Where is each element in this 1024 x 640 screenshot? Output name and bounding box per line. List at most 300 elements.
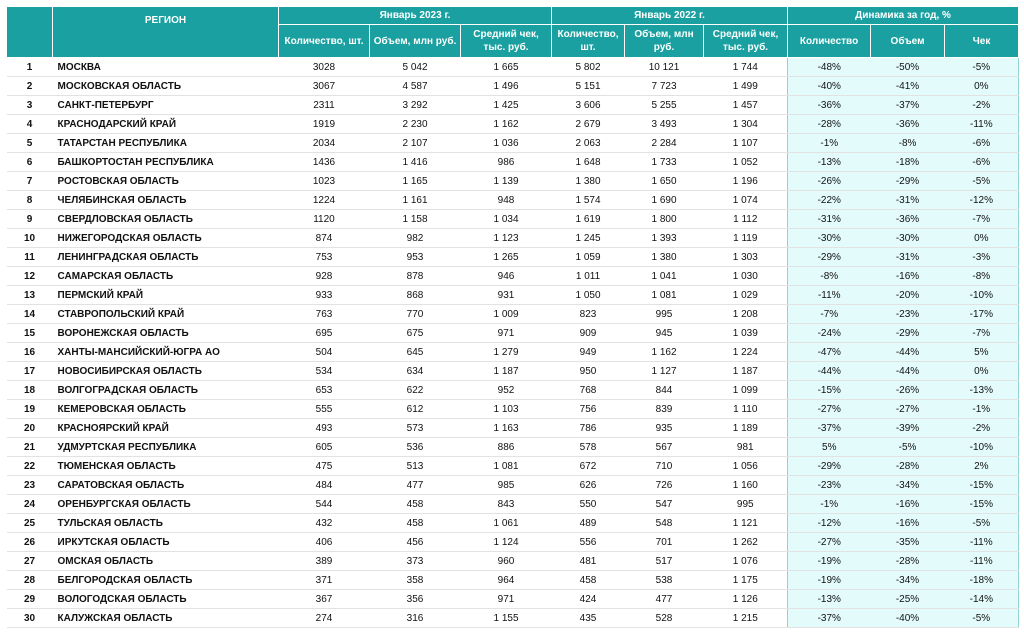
row-check-2023: 1 162 <box>461 115 552 134</box>
row-region: БАШКОРТОСТАН РЕСПУБЛИКА <box>53 153 279 172</box>
row-dyn-check: -11% <box>945 533 1019 552</box>
row-volume-2023: 645 <box>370 343 461 362</box>
header-dyn-qty: Количество <box>788 25 871 58</box>
row-check-2022: 1 187 <box>704 362 788 381</box>
row-check-2023: 1 061 <box>461 514 552 533</box>
row-check-2023: 971 <box>461 590 552 609</box>
row-qty-2023: 695 <box>279 324 370 343</box>
row-number: 12 <box>7 267 53 286</box>
row-volume-2023: 513 <box>370 457 461 476</box>
row-check-2022: 1 175 <box>704 571 788 590</box>
row-dyn-volume: -16% <box>871 495 945 514</box>
row-dyn-qty: -27% <box>788 400 871 419</box>
row-volume-2023: 373 <box>370 552 461 571</box>
row-dyn-qty: -12% <box>788 514 871 533</box>
row-dyn-volume: -44% <box>871 362 945 381</box>
row-dyn-qty: -48% <box>788 58 871 77</box>
table-row <box>7 609 1019 628</box>
row-qty-2022: 626 <box>552 476 625 495</box>
row-qty-2022: 458 <box>552 571 625 590</box>
row-qty-2023: 1120 <box>279 210 370 229</box>
row-check-2022: 1 126 <box>704 590 788 609</box>
row-number: 19 <box>7 400 53 419</box>
table-row <box>7 438 1019 457</box>
row-check-2022: 1 499 <box>704 77 788 96</box>
row-qty-2022: 2 063 <box>552 134 625 153</box>
row-qty-2022: 1 050 <box>552 286 625 305</box>
row-number: 8 <box>7 191 53 210</box>
row-volume-2023: 2 230 <box>370 115 461 134</box>
row-volume-2022: 1 380 <box>625 248 704 267</box>
row-check-2023: 971 <box>461 324 552 343</box>
header-dyn-volume: Объем <box>871 25 945 58</box>
row-volume-2023: 3 292 <box>370 96 461 115</box>
row-number: 10 <box>7 229 53 248</box>
row-volume-2022: 839 <box>625 400 704 419</box>
row-dyn-check: -10% <box>945 286 1019 305</box>
row-check-2023: 1 155 <box>461 609 552 628</box>
table-row <box>7 229 1019 248</box>
row-check-2022: 1 262 <box>704 533 788 552</box>
row-dyn-qty: -19% <box>788 552 871 571</box>
row-check-2022: 1 457 <box>704 96 788 115</box>
row-dyn-qty: -7% <box>788 305 871 324</box>
row-number: 6 <box>7 153 53 172</box>
row-check-2023: 1 123 <box>461 229 552 248</box>
row-number: 23 <box>7 476 53 495</box>
row-volume-2023: 982 <box>370 229 461 248</box>
row-region: КАЛУЖСКАЯ ОБЛАСТЬ <box>53 609 279 628</box>
row-check-2023: 1 279 <box>461 343 552 362</box>
header-group-dynamics: Динамика за год, % <box>788 7 1019 25</box>
row-volume-2023: 456 <box>370 533 461 552</box>
row-check-2023: 1 124 <box>461 533 552 552</box>
row-qty-2022: 949 <box>552 343 625 362</box>
row-volume-2022: 844 <box>625 381 704 400</box>
header-group-2023: Январь 2023 г. <box>279 7 552 25</box>
row-qty-2022: 3 606 <box>552 96 625 115</box>
row-number: 20 <box>7 419 53 438</box>
row-region: РОСТОВСКАЯ ОБЛАСТЬ <box>53 172 279 191</box>
row-dyn-volume: -41% <box>871 77 945 96</box>
row-qty-2023: 406 <box>279 533 370 552</box>
row-dyn-qty: -22% <box>788 191 871 210</box>
table-row <box>7 590 1019 609</box>
row-qty-2023: 493 <box>279 419 370 438</box>
row-check-2023: 1 187 <box>461 362 552 381</box>
row-dyn-check: 5% <box>945 343 1019 362</box>
table-row <box>7 305 1019 324</box>
row-qty-2023: 2034 <box>279 134 370 153</box>
row-check-2023: 985 <box>461 476 552 495</box>
table-row <box>7 419 1019 438</box>
row-qty-2022: 768 <box>552 381 625 400</box>
row-region: СВЕРДЛОВСКАЯ ОБЛАСТЬ <box>53 210 279 229</box>
table-row <box>7 476 1019 495</box>
row-volume-2022: 1 081 <box>625 286 704 305</box>
row-volume-2023: 573 <box>370 419 461 438</box>
row-number: 16 <box>7 343 53 362</box>
row-qty-2023: 3028 <box>279 58 370 77</box>
row-qty-2023: 605 <box>279 438 370 457</box>
row-check-2022: 1 160 <box>704 476 788 495</box>
row-dyn-qty: -24% <box>788 324 871 343</box>
row-region: САРАТОВСКАЯ ОБЛАСТЬ <box>53 476 279 495</box>
row-check-2022: 1 304 <box>704 115 788 134</box>
row-check-2023: 843 <box>461 495 552 514</box>
row-region: ВОЛГОГРАДСКАЯ ОБЛАСТЬ <box>53 381 279 400</box>
row-number: 9 <box>7 210 53 229</box>
header-dyn-check: Чек <box>945 25 1019 58</box>
row-number: 4 <box>7 115 53 134</box>
row-volume-2023: 477 <box>370 476 461 495</box>
row-region: ЧЕЛЯБИНСКАЯ ОБЛАСТЬ <box>53 191 279 210</box>
row-volume-2023: 458 <box>370 495 461 514</box>
row-check-2023: 946 <box>461 267 552 286</box>
row-region: САМАРСКАЯ ОБЛАСТЬ <box>53 267 279 286</box>
row-volume-2023: 612 <box>370 400 461 419</box>
row-volume-2023: 1 158 <box>370 210 461 229</box>
row-qty-2023: 874 <box>279 229 370 248</box>
row-check-2022: 1 119 <box>704 229 788 248</box>
row-volume-2023: 634 <box>370 362 461 381</box>
row-check-2022: 1 744 <box>704 58 788 77</box>
table-row <box>7 77 1019 96</box>
row-qty-2022: 1 011 <box>552 267 625 286</box>
row-number: 11 <box>7 248 53 267</box>
row-qty-2022: 550 <box>552 495 625 514</box>
table-row <box>7 381 1019 400</box>
row-dyn-volume: -18% <box>871 153 945 172</box>
row-dyn-qty: -29% <box>788 248 871 267</box>
row-volume-2023: 358 <box>370 571 461 590</box>
row-volume-2023: 675 <box>370 324 461 343</box>
row-check-2022: 1 189 <box>704 419 788 438</box>
row-dyn-check: -17% <box>945 305 1019 324</box>
row-dyn-check: 0% <box>945 362 1019 381</box>
header-group-2022: Январь 2022 г. <box>552 7 788 25</box>
row-dyn-volume: -40% <box>871 609 945 628</box>
row-volume-2022: 945 <box>625 324 704 343</box>
row-volume-2022: 5 255 <box>625 96 704 115</box>
row-dyn-volume: -26% <box>871 381 945 400</box>
row-dyn-qty: 5% <box>788 438 871 457</box>
row-check-2022: 1 208 <box>704 305 788 324</box>
row-dyn-volume: -31% <box>871 248 945 267</box>
row-region: МОСКОВСКАЯ ОБЛАСТЬ <box>53 77 279 96</box>
row-region: МОСКВА <box>53 58 279 77</box>
row-qty-2023: 653 <box>279 381 370 400</box>
row-check-2022: 1 215 <box>704 609 788 628</box>
row-volume-2022: 517 <box>625 552 704 571</box>
header-region: РЕГИОН <box>53 7 279 58</box>
row-qty-2022: 5 151 <box>552 77 625 96</box>
row-check-2023: 1 425 <box>461 96 552 115</box>
row-volume-2023: 4 587 <box>370 77 461 96</box>
row-check-2022: 1 074 <box>704 191 788 210</box>
row-qty-2022: 578 <box>552 438 625 457</box>
row-dyn-check: -12% <box>945 191 1019 210</box>
header-check-2022: Средний чек, тыс. руб. <box>704 25 788 58</box>
row-check-2023: 1 081 <box>461 457 552 476</box>
row-region: НИЖЕГОРОДСКАЯ ОБЛАСТЬ <box>53 229 279 248</box>
row-check-2022: 1 196 <box>704 172 788 191</box>
header-qty-2023: Количество, шт. <box>279 25 370 58</box>
row-check-2023: 964 <box>461 571 552 590</box>
table-row <box>7 248 1019 267</box>
row-region: КРАСНОЯРСКИЙ КРАЙ <box>53 419 279 438</box>
header-volume-2022: Объем, млн руб. <box>625 25 704 58</box>
row-volume-2022: 701 <box>625 533 704 552</box>
table-row <box>7 210 1019 229</box>
row-region: БЕЛГОРОДСКАЯ ОБЛАСТЬ <box>53 571 279 590</box>
row-qty-2022: 909 <box>552 324 625 343</box>
row-qty-2023: 933 <box>279 286 370 305</box>
row-dyn-check: -15% <box>945 476 1019 495</box>
table-row <box>7 267 1019 286</box>
row-dyn-qty: -37% <box>788 609 871 628</box>
row-qty-2023: 928 <box>279 267 370 286</box>
row-qty-2022: 556 <box>552 533 625 552</box>
row-qty-2022: 435 <box>552 609 625 628</box>
row-dyn-check: -14% <box>945 590 1019 609</box>
row-volume-2022: 477 <box>625 590 704 609</box>
row-dyn-volume: -30% <box>871 229 945 248</box>
row-volume-2022: 1 162 <box>625 343 704 362</box>
row-number: 26 <box>7 533 53 552</box>
table-row <box>7 191 1019 210</box>
header-check-2023: Средний чек, тыс. руб. <box>461 25 552 58</box>
row-dyn-volume: -44% <box>871 343 945 362</box>
row-dyn-volume: -31% <box>871 191 945 210</box>
row-dyn-qty: -44% <box>788 362 871 381</box>
row-dyn-qty: -11% <box>788 286 871 305</box>
row-qty-2022: 5 802 <box>552 58 625 77</box>
row-volume-2022: 1 650 <box>625 172 704 191</box>
row-volume-2023: 2 107 <box>370 134 461 153</box>
row-number: 24 <box>7 495 53 514</box>
row-check-2022: 1 303 <box>704 248 788 267</box>
row-number: 25 <box>7 514 53 533</box>
table-row <box>7 495 1019 514</box>
row-volume-2022: 935 <box>625 419 704 438</box>
row-qty-2022: 1 619 <box>552 210 625 229</box>
row-check-2022: 1 056 <box>704 457 788 476</box>
row-volume-2023: 536 <box>370 438 461 457</box>
row-qty-2023: 432 <box>279 514 370 533</box>
row-check-2023: 1 163 <box>461 419 552 438</box>
header-volume-2023: Объем, млн руб. <box>370 25 461 58</box>
row-dyn-volume: -16% <box>871 267 945 286</box>
row-dyn-check: -3% <box>945 248 1019 267</box>
row-dyn-qty: -26% <box>788 172 871 191</box>
row-region: САНКТ-ПЕТЕРБУРГ <box>53 96 279 115</box>
row-volume-2022: 10 121 <box>625 58 704 77</box>
row-dyn-check: -8% <box>945 267 1019 286</box>
row-qty-2022: 1 059 <box>552 248 625 267</box>
table-row <box>7 343 1019 362</box>
row-dyn-check: -5% <box>945 514 1019 533</box>
row-dyn-volume: -28% <box>871 457 945 476</box>
row-check-2022: 1 121 <box>704 514 788 533</box>
row-qty-2023: 3067 <box>279 77 370 96</box>
row-volume-2022: 1 733 <box>625 153 704 172</box>
row-region: ОМСКАЯ ОБЛАСТЬ <box>53 552 279 571</box>
row-dyn-check: 0% <box>945 77 1019 96</box>
row-volume-2022: 548 <box>625 514 704 533</box>
row-volume-2022: 7 723 <box>625 77 704 96</box>
row-dyn-volume: -8% <box>871 134 945 153</box>
row-number: 2 <box>7 77 53 96</box>
row-dyn-qty: -23% <box>788 476 871 495</box>
row-check-2023: 1 034 <box>461 210 552 229</box>
row-volume-2022: 2 284 <box>625 134 704 153</box>
row-region: ХАНТЫ-МАНСИЙСКИЙ-ЮГРА АО <box>53 343 279 362</box>
row-number: 29 <box>7 590 53 609</box>
row-qty-2023: 1224 <box>279 191 370 210</box>
row-volume-2023: 622 <box>370 381 461 400</box>
row-qty-2022: 1 380 <box>552 172 625 191</box>
row-check-2022: 1 099 <box>704 381 788 400</box>
row-volume-2022: 3 493 <box>625 115 704 134</box>
row-dyn-check: -7% <box>945 210 1019 229</box>
table-row <box>7 533 1019 552</box>
row-qty-2022: 2 679 <box>552 115 625 134</box>
row-dyn-check: -6% <box>945 134 1019 153</box>
table-row <box>7 172 1019 191</box>
table-row <box>7 134 1019 153</box>
row-volume-2023: 1 165 <box>370 172 461 191</box>
row-qty-2023: 544 <box>279 495 370 514</box>
header-number <box>7 7 53 58</box>
row-dyn-volume: -20% <box>871 286 945 305</box>
row-dyn-check: -10% <box>945 438 1019 457</box>
row-qty-2023: 555 <box>279 400 370 419</box>
row-region: ТАТАРСТАН РЕСПУБЛИКА <box>53 134 279 153</box>
row-dyn-qty: -31% <box>788 210 871 229</box>
row-qty-2023: 371 <box>279 571 370 590</box>
row-volume-2022: 528 <box>625 609 704 628</box>
row-qty-2022: 1 574 <box>552 191 625 210</box>
row-dyn-qty: -13% <box>788 153 871 172</box>
row-dyn-volume: -34% <box>871 476 945 495</box>
row-volume-2023: 878 <box>370 267 461 286</box>
row-volume-2023: 1 161 <box>370 191 461 210</box>
row-dyn-volume: -25% <box>871 590 945 609</box>
table-body <box>7 58 1019 628</box>
row-volume-2023: 458 <box>370 514 461 533</box>
row-check-2023: 1 139 <box>461 172 552 191</box>
row-region: ОРЕНБУРГСКАЯ ОБЛАСТЬ <box>53 495 279 514</box>
row-region: ТЮМЕНСКАЯ ОБЛАСТЬ <box>53 457 279 476</box>
row-number: 21 <box>7 438 53 457</box>
row-dyn-volume: -50% <box>871 58 945 77</box>
row-dyn-qty: -19% <box>788 571 871 590</box>
row-volume-2023: 953 <box>370 248 461 267</box>
row-dyn-check: -11% <box>945 552 1019 571</box>
table-row <box>7 153 1019 172</box>
row-check-2022: 1 112 <box>704 210 788 229</box>
row-dyn-volume: -37% <box>871 96 945 115</box>
row-qty-2022: 950 <box>552 362 625 381</box>
row-qty-2022: 756 <box>552 400 625 419</box>
row-qty-2023: 534 <box>279 362 370 381</box>
table-row <box>7 571 1019 590</box>
row-check-2023: 1 665 <box>461 58 552 77</box>
row-dyn-check: -6% <box>945 153 1019 172</box>
row-volume-2023: 1 416 <box>370 153 461 172</box>
row-dyn-volume: -16% <box>871 514 945 533</box>
row-dyn-volume: -39% <box>871 419 945 438</box>
row-qty-2022: 1 648 <box>552 153 625 172</box>
row-volume-2022: 1 127 <box>625 362 704 381</box>
row-dyn-qty: -8% <box>788 267 871 286</box>
row-dyn-qty: -36% <box>788 96 871 115</box>
row-qty-2023: 1919 <box>279 115 370 134</box>
row-check-2022: 1 107 <box>704 134 788 153</box>
row-number: 17 <box>7 362 53 381</box>
row-number: 30 <box>7 609 53 628</box>
row-volume-2022: 1 690 <box>625 191 704 210</box>
row-volume-2022: 710 <box>625 457 704 476</box>
row-dyn-check: -1% <box>945 400 1019 419</box>
row-volume-2022: 547 <box>625 495 704 514</box>
row-region: СТАВРОПОЛЬСКИЙ КРАЙ <box>53 305 279 324</box>
row-region: ПЕРМСКИЙ КРАЙ <box>53 286 279 305</box>
row-dyn-volume: -29% <box>871 324 945 343</box>
header-qty-2022: Количество, шт. <box>552 25 625 58</box>
table-row <box>7 457 1019 476</box>
row-qty-2022: 672 <box>552 457 625 476</box>
row-dyn-check: -2% <box>945 96 1019 115</box>
row-dyn-check: -2% <box>945 419 1019 438</box>
row-region: ТУЛЬСКАЯ ОБЛАСТЬ <box>53 514 279 533</box>
row-volume-2022: 1 041 <box>625 267 704 286</box>
row-region: ЛЕНИНГРАДСКАЯ ОБЛАСТЬ <box>53 248 279 267</box>
row-volume-2022: 567 <box>625 438 704 457</box>
row-qty-2023: 753 <box>279 248 370 267</box>
row-qty-2023: 475 <box>279 457 370 476</box>
row-check-2022: 1 052 <box>704 153 788 172</box>
table-row <box>7 58 1019 77</box>
row-dyn-volume: -23% <box>871 305 945 324</box>
row-qty-2022: 424 <box>552 590 625 609</box>
row-number: 14 <box>7 305 53 324</box>
row-volume-2022: 995 <box>625 305 704 324</box>
row-qty-2022: 1 245 <box>552 229 625 248</box>
table-row <box>7 286 1019 305</box>
row-dyn-volume: -29% <box>871 172 945 191</box>
row-check-2023: 1 103 <box>461 400 552 419</box>
row-volume-2023: 5 042 <box>370 58 461 77</box>
row-volume-2023: 356 <box>370 590 461 609</box>
row-check-2022: 1 224 <box>704 343 788 362</box>
row-check-2022: 1 076 <box>704 552 788 571</box>
row-dyn-qty: -1% <box>788 495 871 514</box>
row-dyn-qty: -15% <box>788 381 871 400</box>
row-region: НОВОСИБИРСКАЯ ОБЛАСТЬ <box>53 362 279 381</box>
row-dyn-check: 2% <box>945 457 1019 476</box>
row-volume-2023: 316 <box>370 609 461 628</box>
table-row <box>7 115 1019 134</box>
row-region: ВОРОНЕЖСКАЯ ОБЛАСТЬ <box>53 324 279 343</box>
regions-table <box>6 6 1019 628</box>
row-qty-2022: 786 <box>552 419 625 438</box>
row-region: КЕМЕРОВСКАЯ ОБЛАСТЬ <box>53 400 279 419</box>
row-check-2023: 960 <box>461 552 552 571</box>
row-qty-2022: 481 <box>552 552 625 571</box>
row-number: 22 <box>7 457 53 476</box>
